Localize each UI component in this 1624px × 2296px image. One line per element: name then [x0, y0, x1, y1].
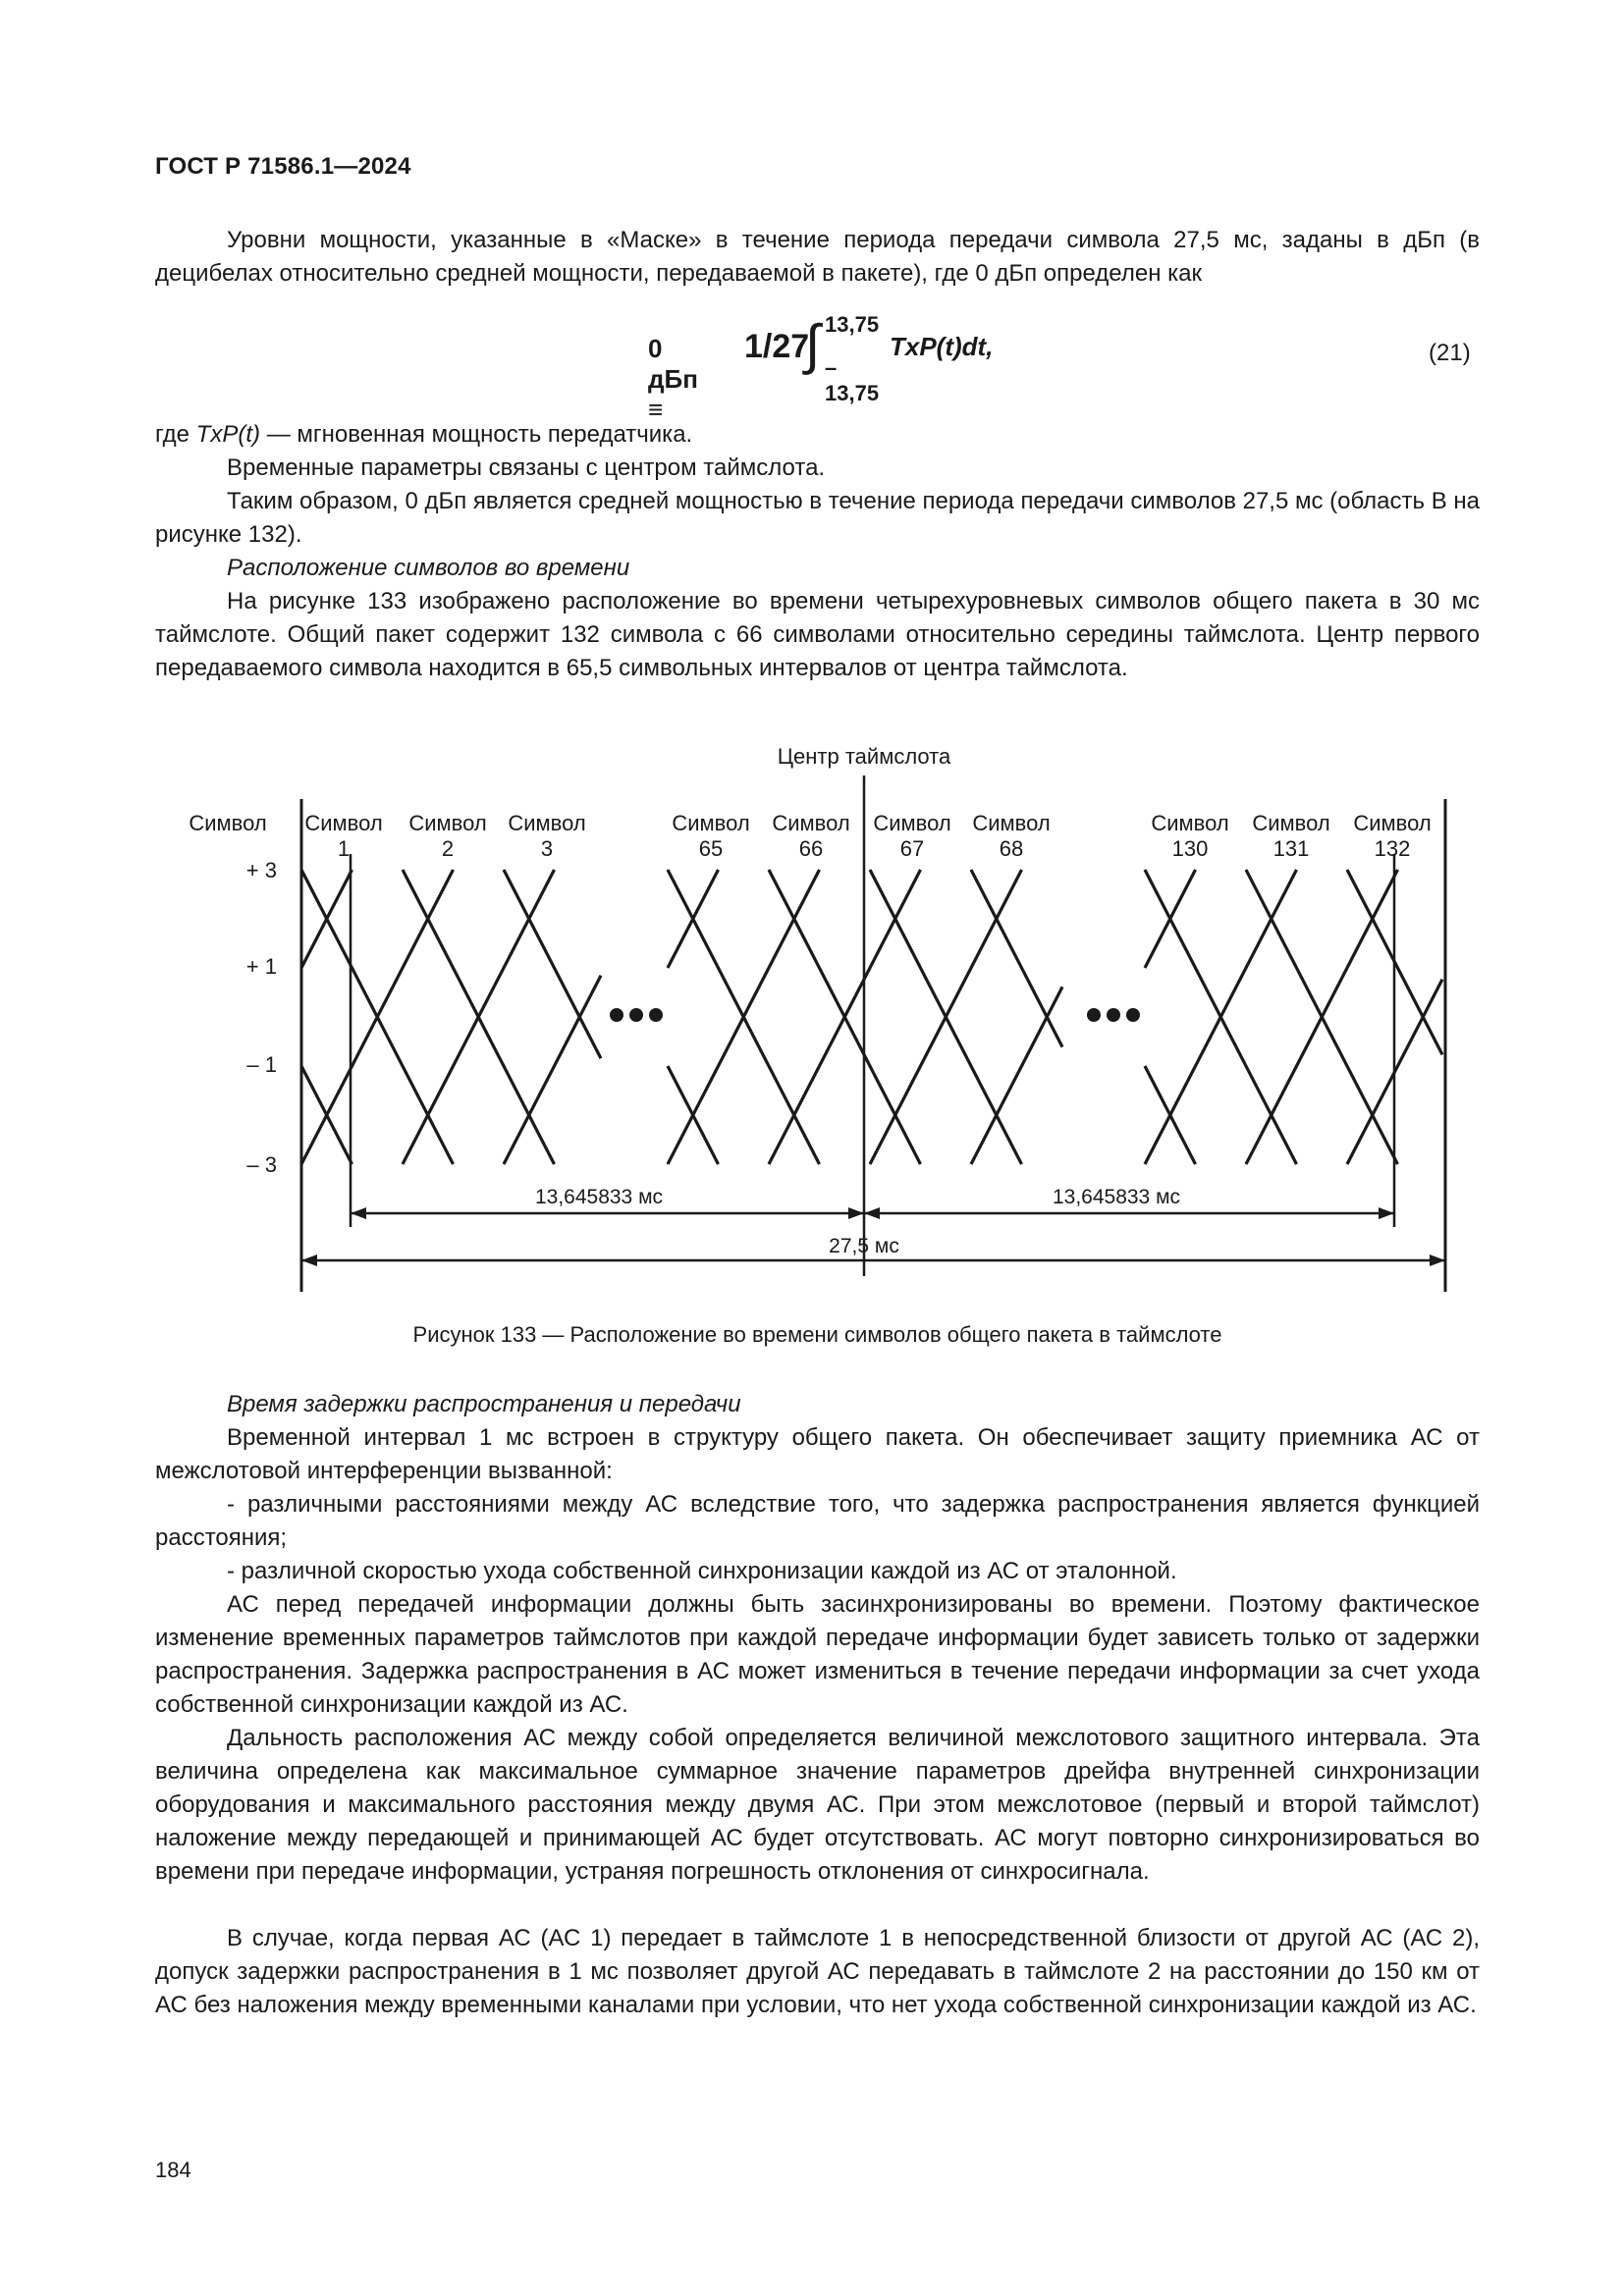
- ellipsis-dot-left: [610, 1008, 623, 1022]
- symbol-header-word: Символ: [1151, 811, 1229, 835]
- eye-left-diag-up: [504, 976, 601, 1164]
- section-heading-symbol-timing: Расположение символов во времени: [227, 555, 630, 581]
- paragraph-figure-ref: На рисунке 133 изображено расположение во времени четырехуровневых символов общего пакета в 30 мс таймслоте. Общий пакет содержит 132 символа с 66 символами относительно середины таймслота. Центр первого передаваемого символа находится в 65,5 символьных интервалов от центра таймслота.: [155, 588, 1480, 681]
- eye-middle-diag-down: [971, 870, 1062, 1047]
- left-interval-label: 13,645833 мс: [534, 1186, 664, 1208]
- where-prefix: где: [155, 421, 196, 448]
- formula-integrand: TxP(t)dt,: [890, 332, 994, 361]
- right-interval-label: 13,645833 мс: [1052, 1186, 1181, 1208]
- total-interval-label: 27,5 мс: [829, 1235, 899, 1257]
- total-interval-arrow-start: [301, 1255, 317, 1266]
- page-number: 184: [155, 2158, 191, 2182]
- formula-lhs: 0 дБп ≡: [648, 334, 698, 424]
- formula-lower-limit: –13,75: [825, 355, 880, 405]
- bullet-distance: - различными расстояниями между АС вследствие того, что задержка распространения является функцией расстояния;: [155, 1491, 1480, 1551]
- symbol-header-word: Символ: [972, 811, 1051, 835]
- left-interval-arrow-end: [848, 1207, 864, 1219]
- paragraph-range: Дальность расположения АС между собой определяется величиной межслотового защитного интервала. Эта величина определена как максимальное суммарное значение параметров дрейфа внутренней синхронизации оборудования и максимального расстояния между двумя АС. При этом межслотовое (первый и второй таймслот) наложение между передающей и принимающей АС будет отсутствовать. АС могут повторно синхронизироваться во времени при передаче информации, устраняя погрешность отклонения от синхросигнала.: [155, 1725, 1480, 1885]
- symbol-number-67: 67: [899, 836, 925, 861]
- symbol-number-132: 132: [1374, 836, 1411, 861]
- eye-middle-diag-up: [971, 987, 1062, 1164]
- right-interval-arrow-end: [1379, 1207, 1394, 1219]
- symbol-number-2: 2: [441, 836, 455, 861]
- symbol-header-word: Символ: [873, 811, 951, 835]
- ellipsis-dot-left: [629, 1008, 643, 1022]
- where-variable: TxP(t): [195, 421, 261, 448]
- level-label: – 1: [246, 1052, 277, 1077]
- symbol-number-66: 66: [798, 836, 824, 861]
- figure-caption: Рисунок 133 — Расположение во времени символов общего пакета в таймслоте: [412, 1322, 1222, 1347]
- ellipsis-dot-right: [1087, 1008, 1101, 1022]
- symbol-header-word: Символ: [408, 811, 487, 835]
- symbol-header-word: Символ: [772, 811, 850, 835]
- symbol-header-word: Символ: [672, 811, 750, 835]
- level-label: – 3: [246, 1152, 277, 1177]
- ellipsis-dot-right: [1107, 1008, 1120, 1022]
- formula-fraction: 1/27: [744, 328, 810, 365]
- symbol-number-68: 68: [999, 836, 1024, 861]
- where-rest: — мгновенная мощность передатчика.: [260, 421, 693, 448]
- symbol-header-word: Символ: [508, 811, 586, 835]
- equation-number: (21): [1429, 340, 1471, 366]
- symbol-header-word: Символ: [304, 811, 383, 835]
- left-interval-arrow-start: [351, 1207, 366, 1219]
- total-interval-arrow-end: [1430, 1255, 1445, 1266]
- symbol-number-3: 3: [540, 836, 554, 861]
- timeslot-center-label: Центр таймслота: [777, 744, 951, 769]
- symbol-header-word: Символ: [1353, 811, 1432, 835]
- ellipsis-dot-left: [649, 1008, 663, 1022]
- symbol-axis-label: Символ: [189, 811, 267, 835]
- symbol-number-130: 130: [1171, 836, 1209, 861]
- symbol-number-131: 131: [1272, 836, 1310, 861]
- document-header: ГОСТ Р 71586.1—2024: [155, 153, 411, 180]
- symbol-header-word: Символ: [1252, 811, 1330, 835]
- symbol-number-1: 1: [337, 836, 351, 861]
- section-heading-delay: Время задержки распространения и передачи: [227, 1391, 741, 1417]
- level-label: + 1: [245, 954, 277, 979]
- intro-paragraph: Уровни мощности, указанные в «Маске» в течение периода передачи символа 27,5 мс, заданы в дБп (в децибелах относительно средней мощности, передаваемой в пакете), где 0 дБп определен как: [155, 227, 1480, 287]
- integral-sign: ∫: [805, 313, 821, 375]
- ellipsis-dot-right: [1126, 1008, 1140, 1022]
- level-label: + 3: [245, 858, 277, 882]
- paragraph-center-ref: Временные параметры связаны с центром таймслота.: [227, 454, 826, 481]
- paragraph-example: В случае, когда первая АС (АС 1) передает в таймслоте 1 в непосредственной близости от другой АС (АС 2), допуск задержки распространения в 1 мс позволяет другой АС передавать в таймслоте 2 на расстоянии до 150 км от АС без наложения между временными каналами при условии, что нет ухода собственной синхронизации каждой из АС.: [155, 1925, 1480, 2018]
- paragraph-synchronization: АС перед передачей информации должны быть засинхронизированы во времени. Поэтому фактическое изменение временных параметров таймслотов при каждой передаче информации будет зависеть только от задержки распространения. Задержка распространения в АС может измениться в течение передачи информации за счет ухода собственной синхронизации каждой из АС.: [155, 1591, 1480, 1718]
- paragraph-average-power: Таким образом, 0 дБп является средней мощностью в течение периода передачи символов 27,5 мс (область В на рисунке 132).: [155, 488, 1480, 548]
- symbol-number-65: 65: [698, 836, 724, 861]
- right-interval-arrow-start: [864, 1207, 880, 1219]
- bullet-drift: - различной скоростью ухода собственной синхронизации каждой из АС от эталонной.: [227, 1558, 1177, 1584]
- formula-upper-limit: 13,75: [825, 312, 880, 337]
- paragraph-guard-interval: Временной интервал 1 мс встроен в структуру общего пакета. Он обеспечивает защиту приемника АС от межслотовой интерференции вызванной:: [155, 1424, 1480, 1484]
- eye-left-diag-down: [504, 870, 601, 1058]
